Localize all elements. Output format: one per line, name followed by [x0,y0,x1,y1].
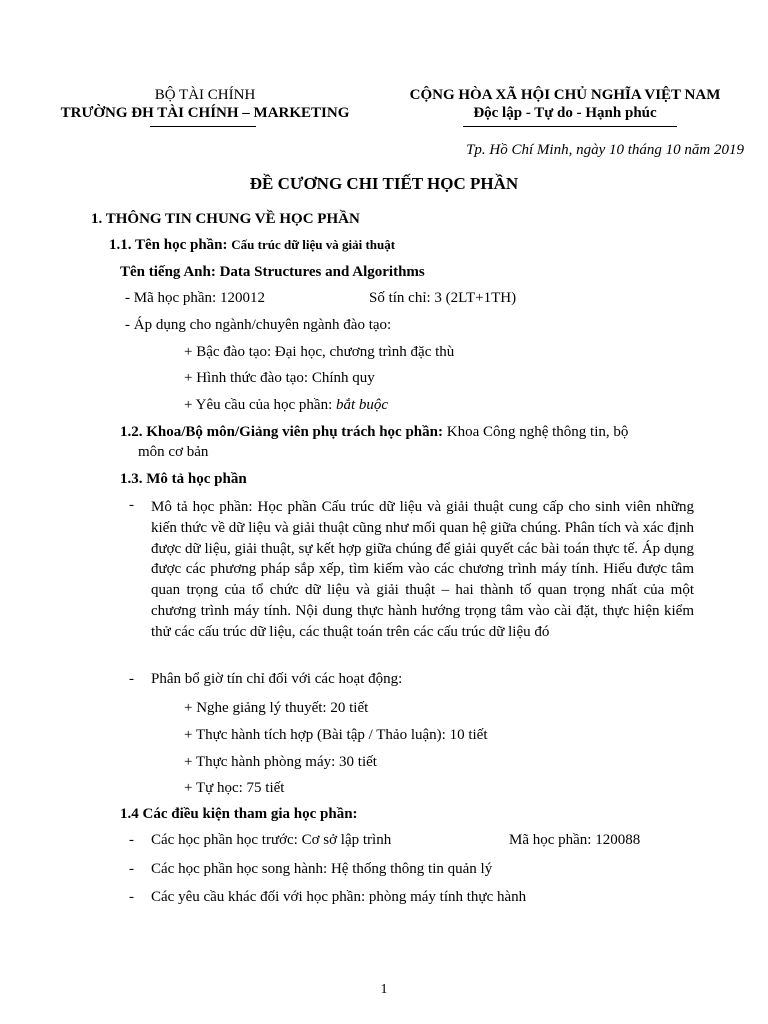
allocation-intro: Phân bổ giờ tín chỉ đối với các hoạt động: [151,671,403,687]
bullet-dash: - [129,497,134,513]
applies-to: - Áp dụng cho ngành/chuyên ngành đào tạo: [125,317,392,333]
course-description: Mô tả học phần: Học phần Cấu trúc dữ liệu và giải thuật cung cấp cho sinh viên những kiến thức về dữ liệu và giải thuật cũng như mối quan hệ giữa chúng. Phân tích và xác định được dữ liệu, giải thuật, sự kết hợp giữa chúng để giải quyết các bài toán thực tế. Áp dụng được các phương pháp sắp xếp, tìm kiếm vào các chương trình máy tính. Hiểu được tâm quan trọng của tổ chức dữ liệu và giải thuật – hai thành tố quan trọng nhất của một chương trình máy tính. Nội dung thực hành hướng trọng tâm vào cài đặt, thực hiện kiểm thử các cấu trúc dữ liệu, các thuật toán trên các cấu trúc dữ liệu đó [151,499,694,640]
department-value: Khoa Công nghệ thông tin, bộ [442,424,629,440]
course-requirement [184,397,388,414]
other-requirements: Các yêu cầu khác đối với học phần: phòng máy tính thực hành [151,889,527,905]
course-name-value: Cấu trúc dữ liệu và giải thuật [231,237,396,252]
department-value-cont: môn cơ bản [138,444,209,460]
department-label: 1.2. Khoa/Bộ môn/Giảng viên phụ trách học phần: [120,424,443,440]
allocation-item: + Nghe giảng lý thuyết: 20 tiết [184,700,369,716]
prerequisite-course: Các học phần học trước: Cơ sở lập trình [151,832,392,848]
parallel-course: Các học phần học song hành: Hệ thống thông tin quản lý [151,861,493,877]
bullet-dash: - [129,832,134,848]
bullet-dash: - [129,671,134,687]
allocation-item: + Thực hành phòng máy: 30 tiết [184,754,377,770]
section-1-4-heading: 1.4 Các điều kiện tham gia học phần: [120,806,358,822]
bullet-dash: - [129,889,134,905]
requirement-value: bắt buộc [336,397,389,413]
place-date: Tp. Hồ Chí Minh, ngày 10 tháng 10 năm 2019 [466,142,744,158]
ministry-name: BỘ TÀI CHÍNH [154,87,256,103]
requirement-label: + Yêu cầu của học phần: [184,397,337,413]
prerequisite-code: Mã học phần: 120088 [509,832,641,848]
bullet-dash: - [129,861,134,877]
page-number: 1 [380,982,388,997]
course-code: - Mã học phần: 120012 [125,290,265,306]
allocation-item: + Tự học: 75 tiết [184,780,285,796]
section-1-heading: 1. THÔNG TIN CHUNG VỀ HỌC PHẦN [91,211,360,227]
course-credits: Số tín chỉ: 3 (2LT+1TH) [369,290,517,306]
english-name: Tên tiếng Anh: Data Structures and Algorithms [120,264,425,280]
national-motto: Độc lập - Tự do - Hạnh phúc [473,105,657,121]
course-name-label: 1.1. Tên học phần: [109,237,228,253]
motto-underline [463,126,677,127]
allocation-item: + Thực hành tích hợp (Bài tập / Thảo luận): 10 tiết [184,727,488,743]
course-name-row [109,237,395,254]
document-title: ĐỀ CƯƠNG CHI TIẾT HỌC PHẦN [249,174,519,193]
training-level: + Bậc đào tạo: Đại học, chương trình đặc thù [184,344,455,360]
republic-name: CỘNG HÒA XÃ HỘI CHỦ NGHĨA VIỆT NAM [409,87,721,103]
university-underline [150,126,256,127]
section-1-3-heading: 1.3. Mô tả học phần [120,471,247,487]
training-mode: + Hình thức đào tạo: Chính quy [184,370,375,386]
department-row [120,424,628,441]
university-name: TRƯỜNG ĐH TÀI CHÍNH – MARKETING [60,105,350,121]
